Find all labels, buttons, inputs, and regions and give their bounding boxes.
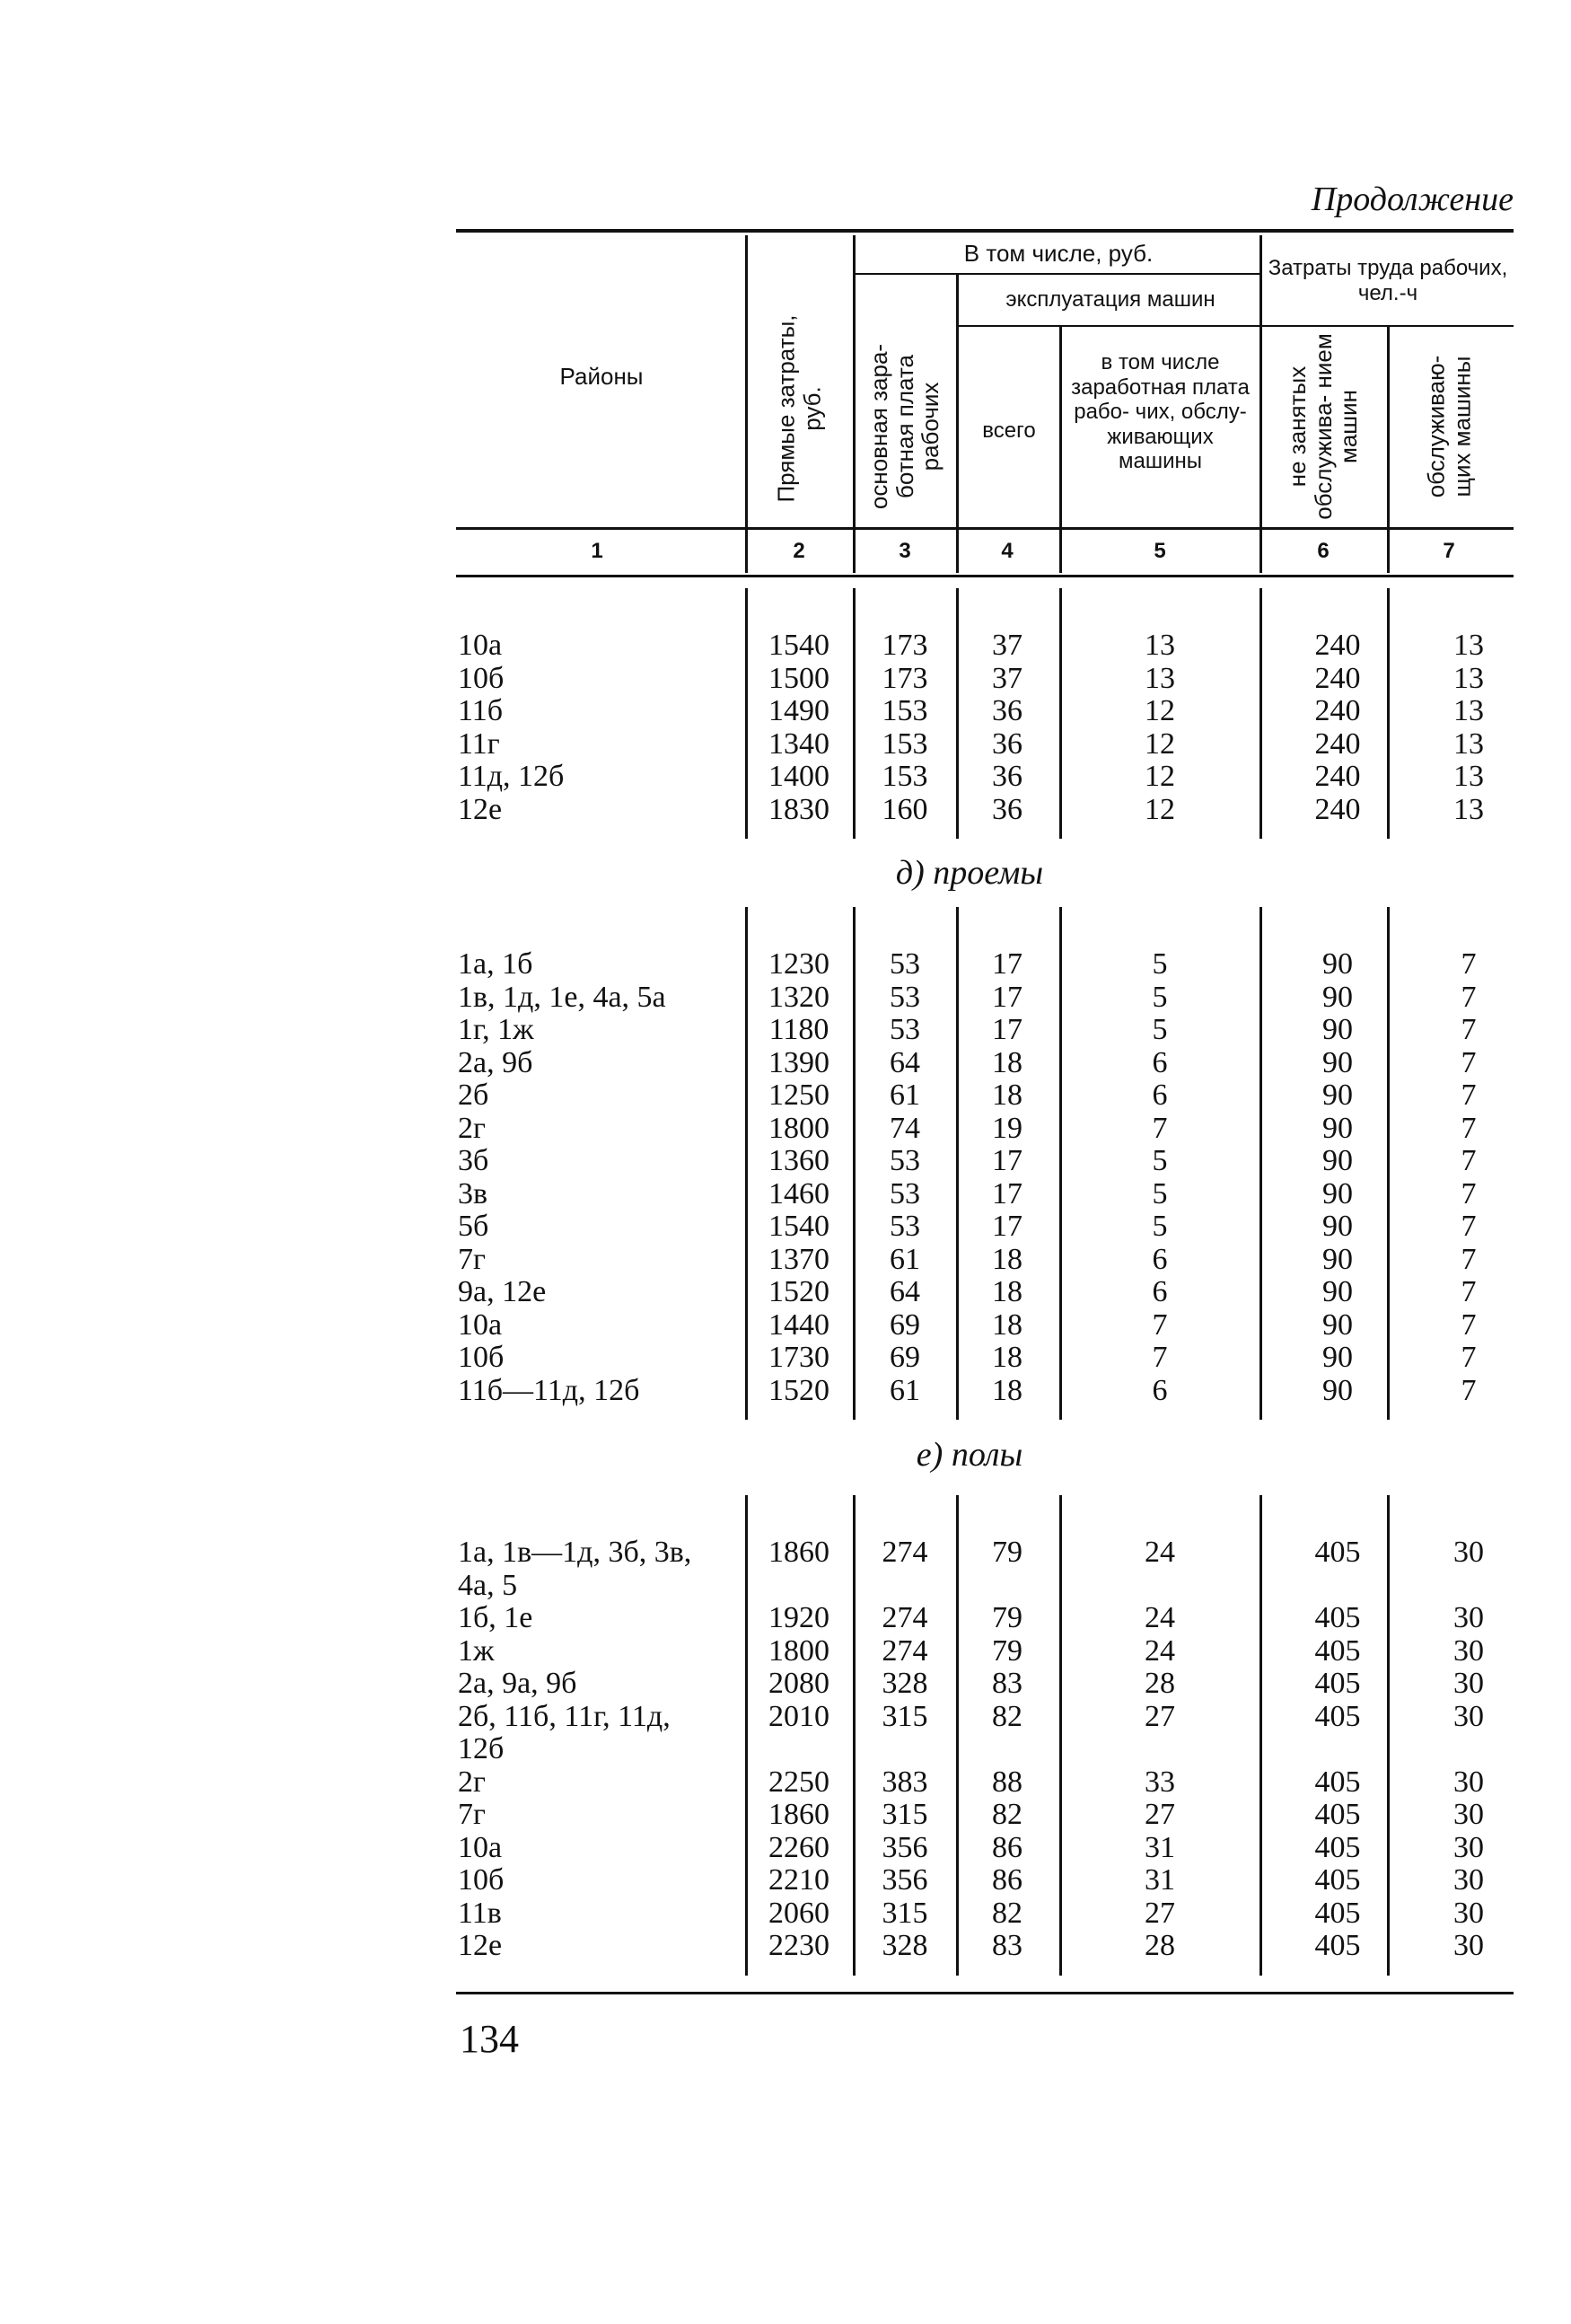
value-cell-c7: 30 bbox=[1453, 1929, 1484, 1962]
value-cell-c2: 1540 bbox=[768, 1210, 829, 1243]
value-cell-c7: 30 bbox=[1453, 1667, 1484, 1700]
value-cell-c5: 6 bbox=[1152, 1373, 1168, 1407]
value-cell-c7: 13 bbox=[1453, 792, 1484, 826]
district-cell: 9а, 12е bbox=[458, 1275, 547, 1308]
value-cell-c7: 30 bbox=[1453, 1830, 1484, 1864]
value-cell-c6: 90 bbox=[1322, 1111, 1353, 1145]
header-bottom-rule bbox=[456, 527, 1514, 530]
district-cell: 2г bbox=[458, 1765, 486, 1799]
num-vline bbox=[956, 537, 959, 573]
column-number: 6 bbox=[1317, 539, 1330, 563]
value-cell-c3: 328 bbox=[882, 1667, 928, 1700]
value-cell-c5: 24 bbox=[1145, 1601, 1175, 1634]
value-cell-c7: 7 bbox=[1461, 1373, 1477, 1407]
districts-header: Районы bbox=[559, 363, 644, 390]
value-cell-c5: 6 bbox=[1152, 1242, 1168, 1276]
value-cell-c6: 240 bbox=[1314, 629, 1361, 662]
value-cell-c5: 7 bbox=[1152, 1111, 1168, 1145]
value-cell-c6: 405 bbox=[1314, 1667, 1361, 1700]
value-cell-c7: 13 bbox=[1453, 726, 1484, 761]
value-cell-c7: 30 bbox=[1453, 1896, 1484, 1930]
value-cell-c6: 90 bbox=[1322, 1176, 1353, 1210]
value-cell-c3: 356 bbox=[882, 1830, 928, 1864]
machine-operation-header: эксплуатация машин bbox=[1005, 287, 1216, 312]
value-cell-c7: 30 bbox=[1453, 1765, 1484, 1799]
district-cell: 10б bbox=[458, 661, 505, 695]
value-cell-c7: 13 bbox=[1453, 629, 1484, 662]
value-cell-c4: 18 bbox=[992, 1307, 1022, 1342]
value-cell-c7: 30 bbox=[1453, 1536, 1484, 1569]
value-cell-c2: 2250 bbox=[768, 1765, 829, 1799]
value-cell-c4: 17 bbox=[992, 1144, 1022, 1177]
value-cell-c4: 18 bbox=[992, 1242, 1022, 1276]
value-cell-c5: 5 bbox=[1152, 1013, 1168, 1046]
num-vline bbox=[1059, 537, 1062, 573]
district-cell: 10а bbox=[458, 1307, 503, 1342]
value-cell-c4: 18 bbox=[992, 1078, 1022, 1112]
value-cell-c6: 405 bbox=[1314, 1896, 1361, 1930]
value-cell-c3: 64 bbox=[890, 1275, 920, 1308]
value-cell-c6: 90 bbox=[1322, 1144, 1353, 1177]
continuation-label: Продолжение bbox=[1311, 180, 1514, 218]
value-cell-c5: 12 bbox=[1145, 792, 1175, 826]
value-cell-c2: 2060 bbox=[768, 1896, 829, 1930]
column-divider bbox=[1259, 907, 1262, 1420]
value-cell-c3: 274 bbox=[882, 1601, 928, 1634]
value-cell-c6: 90 bbox=[1322, 1275, 1353, 1308]
value-cell-c2: 1500 bbox=[768, 661, 829, 695]
value-cell-c5: 28 bbox=[1145, 1929, 1175, 1962]
value-cell-c3: 53 bbox=[890, 1176, 920, 1210]
value-cell-c6: 405 bbox=[1314, 1536, 1361, 1569]
value-cell-c4: 88 bbox=[992, 1765, 1022, 1799]
value-cell-c2: 2080 bbox=[768, 1667, 829, 1700]
district-cell: 1а, 1в—1д, 3б, 3в, bbox=[458, 1536, 692, 1569]
district-cell: 4а, 5 bbox=[458, 1568, 518, 1602]
value-cell-c4: 82 bbox=[992, 1699, 1022, 1733]
district-cell: 2а, 9а, 9б bbox=[458, 1667, 577, 1700]
value-cell-c3: 274 bbox=[882, 1536, 928, 1569]
value-cell-c6: 240 bbox=[1314, 726, 1361, 761]
value-cell-c7: 7 bbox=[1461, 1275, 1477, 1308]
district-cell: 5б bbox=[458, 1210, 489, 1243]
value-cell-c7: 7 bbox=[1461, 947, 1477, 981]
value-cell-c5: 5 bbox=[1152, 1210, 1168, 1243]
column-divider bbox=[1259, 588, 1262, 839]
value-cell-c6: 90 bbox=[1322, 1373, 1353, 1407]
value-cell-c5: 27 bbox=[1145, 1798, 1175, 1831]
value-cell-c6: 240 bbox=[1314, 694, 1361, 727]
value-cell-c4: 82 bbox=[992, 1896, 1022, 1930]
header-top-rule bbox=[456, 229, 1514, 233]
column-number: 7 bbox=[1443, 539, 1455, 563]
value-cell-c2: 1540 bbox=[768, 629, 829, 662]
value-cell-c3: 315 bbox=[882, 1798, 928, 1831]
district-cell: 7г bbox=[458, 1798, 486, 1831]
value-cell-c3: 383 bbox=[882, 1765, 928, 1799]
value-cell-c2: 1230 bbox=[768, 947, 829, 981]
value-cell-c6: 405 bbox=[1314, 1601, 1361, 1634]
value-cell-c7: 7 bbox=[1461, 980, 1477, 1014]
value-cell-c2: 1520 bbox=[768, 1275, 829, 1308]
value-cell-c3: 315 bbox=[882, 1896, 928, 1930]
value-cell-c2: 1520 bbox=[768, 1373, 829, 1407]
value-cell-c2: 1320 bbox=[768, 980, 829, 1014]
value-cell-c2: 1730 bbox=[768, 1341, 829, 1374]
value-cell-c7: 7 bbox=[1461, 1210, 1477, 1243]
value-cell-c3: 153 bbox=[882, 726, 928, 761]
value-cell-c2: 1440 bbox=[768, 1307, 829, 1342]
value-cell-c5: 24 bbox=[1145, 1536, 1175, 1569]
value-cell-c7: 7 bbox=[1461, 1144, 1477, 1177]
value-cell-c5: 6 bbox=[1152, 1045, 1168, 1079]
value-cell-c2: 1920 bbox=[768, 1601, 829, 1634]
value-cell-c3: 53 bbox=[890, 980, 920, 1014]
value-cell-c6: 90 bbox=[1322, 1045, 1353, 1079]
value-cell-c7: 13 bbox=[1453, 661, 1484, 695]
district-cell: 11г bbox=[458, 726, 500, 761]
value-cell-c3: 153 bbox=[882, 760, 928, 793]
value-cell-c3: 69 bbox=[890, 1307, 920, 1342]
column-number: 5 bbox=[1154, 539, 1166, 563]
value-cell-c7: 7 bbox=[1461, 1242, 1477, 1276]
value-cell-c6: 90 bbox=[1322, 1078, 1353, 1112]
value-cell-c5: 5 bbox=[1152, 947, 1168, 981]
district-cell: 11д, 12б bbox=[458, 760, 565, 793]
value-cell-c6: 90 bbox=[1322, 1013, 1353, 1046]
value-cell-c6: 90 bbox=[1322, 1210, 1353, 1243]
value-cell-c4: 86 bbox=[992, 1830, 1022, 1864]
district-cell: 3в bbox=[458, 1176, 488, 1210]
value-cell-c4: 79 bbox=[992, 1633, 1022, 1668]
section-title: д) проемы bbox=[895, 854, 1044, 892]
value-cell-c3: 61 bbox=[890, 1078, 920, 1112]
value-cell-c6: 90 bbox=[1322, 1341, 1353, 1374]
value-cell-c4: 79 bbox=[992, 1536, 1022, 1569]
value-cell-c7: 13 bbox=[1453, 694, 1484, 727]
value-cell-c2: 1370 bbox=[768, 1242, 829, 1276]
value-cell-c3: 160 bbox=[882, 792, 928, 826]
district-cell: 1ж bbox=[458, 1633, 495, 1668]
value-cell-c4: 17 bbox=[992, 1210, 1022, 1243]
value-cell-c4: 79 bbox=[992, 1601, 1022, 1634]
value-cell-c7: 30 bbox=[1453, 1601, 1484, 1634]
value-cell-c6: 240 bbox=[1314, 792, 1361, 826]
num-vline bbox=[745, 537, 748, 573]
district-cell: 11б bbox=[458, 694, 504, 727]
value-cell-c5: 31 bbox=[1145, 1863, 1175, 1897]
district-cell: 11в bbox=[458, 1896, 502, 1930]
district-cell: 12е bbox=[458, 1929, 503, 1962]
value-cell-c6: 90 bbox=[1322, 980, 1353, 1014]
district-cell: 3б bbox=[458, 1144, 489, 1177]
district-cell: 1г, 1ж bbox=[458, 1013, 534, 1046]
column-number: 2 bbox=[793, 539, 805, 563]
header-vline-6 bbox=[1387, 327, 1390, 573]
value-cell-c3: 61 bbox=[890, 1242, 920, 1276]
header-vline-1 bbox=[745, 235, 748, 573]
value-cell-c5: 7 bbox=[1152, 1307, 1168, 1342]
value-cell-c6: 90 bbox=[1322, 1242, 1353, 1276]
value-cell-c4: 17 bbox=[992, 1013, 1022, 1046]
value-cell-c2: 1860 bbox=[768, 1798, 829, 1831]
value-cell-c5: 7 bbox=[1152, 1341, 1168, 1374]
value-cell-c3: 356 bbox=[882, 1863, 928, 1897]
value-cell-c6: 405 bbox=[1314, 1798, 1361, 1831]
value-cell-c3: 173 bbox=[882, 661, 928, 695]
value-cell-c7: 30 bbox=[1453, 1863, 1484, 1897]
value-cell-c2: 2010 bbox=[768, 1699, 829, 1733]
district-cell: 2б, 11б, 11г, 11д, bbox=[458, 1699, 671, 1733]
district-cell: 11б—11д, 12б bbox=[458, 1373, 640, 1407]
value-cell-c5: 5 bbox=[1152, 1176, 1168, 1210]
value-cell-c7: 7 bbox=[1461, 1176, 1477, 1210]
value-cell-c3: 315 bbox=[882, 1699, 928, 1733]
value-cell-c5: 27 bbox=[1145, 1699, 1175, 1733]
value-cell-c5: 24 bbox=[1145, 1633, 1175, 1668]
value-cell-c2: 2230 bbox=[768, 1929, 829, 1962]
value-cell-c3: 173 bbox=[882, 629, 928, 662]
num-vline bbox=[853, 537, 856, 573]
value-cell-c6: 405 bbox=[1314, 1633, 1361, 1668]
value-cell-c2: 1400 bbox=[768, 760, 829, 793]
table-bottom-rule bbox=[456, 1992, 1514, 1994]
district-cell: 2а, 9б bbox=[458, 1045, 533, 1079]
value-cell-c6: 405 bbox=[1314, 1765, 1361, 1799]
value-cell-c3: 53 bbox=[890, 1013, 920, 1046]
value-cell-c4: 18 bbox=[992, 1341, 1022, 1374]
value-cell-c3: 61 bbox=[890, 1373, 920, 1407]
value-cell-c5: 6 bbox=[1152, 1078, 1168, 1112]
district-cell: 10а bbox=[458, 1830, 503, 1864]
value-cell-c4: 36 bbox=[992, 726, 1022, 761]
value-cell-c3: 53 bbox=[890, 1144, 920, 1177]
value-cell-c2: 1830 bbox=[768, 792, 829, 826]
district-cell: 10б bbox=[458, 1863, 505, 1897]
value-cell-c6: 240 bbox=[1314, 661, 1361, 695]
value-cell-c6: 405 bbox=[1314, 1830, 1361, 1864]
district-cell: 12е bbox=[458, 792, 503, 826]
value-cell-c4: 83 bbox=[992, 1667, 1022, 1700]
base-wage-header: основная зара- ботная плата рабочих bbox=[865, 343, 944, 510]
district-cell: 1б, 1е bbox=[458, 1601, 533, 1634]
value-cell-c4: 17 bbox=[992, 980, 1022, 1014]
column-number: 1 bbox=[591, 539, 603, 563]
not-servicing-header: не занятых обслужива- нием машин bbox=[1284, 333, 1363, 520]
including-header: В том числе, руб. bbox=[963, 240, 1154, 267]
value-cell-c4: 36 bbox=[992, 694, 1022, 727]
value-cell-c7: 7 bbox=[1461, 1111, 1477, 1145]
value-cell-c2: 1250 bbox=[768, 1078, 829, 1112]
value-cell-c4: 18 bbox=[992, 1373, 1022, 1407]
value-cell-c6: 405 bbox=[1314, 1863, 1361, 1897]
value-cell-c5: 12 bbox=[1145, 760, 1175, 793]
district-cell: 12б bbox=[458, 1732, 505, 1765]
column-number-rule bbox=[456, 575, 1514, 577]
value-cell-c5: 5 bbox=[1152, 1144, 1168, 1177]
value-cell-c3: 53 bbox=[890, 947, 920, 981]
value-cell-c3: 69 bbox=[890, 1341, 920, 1374]
num-vline bbox=[1259, 537, 1262, 573]
value-cell-c3: 153 bbox=[882, 694, 928, 727]
value-cell-c7: 30 bbox=[1453, 1699, 1484, 1733]
district-cell: 10б bbox=[458, 1341, 505, 1374]
value-cell-c5: 27 bbox=[1145, 1896, 1175, 1930]
value-cell-c7: 7 bbox=[1461, 1307, 1477, 1342]
value-cell-c2: 1180 bbox=[768, 1013, 829, 1046]
value-cell-c7: 30 bbox=[1453, 1798, 1484, 1831]
value-cell-c4: 17 bbox=[992, 1176, 1022, 1210]
header-vline-5 bbox=[1259, 235, 1262, 573]
value-cell-c2: 1360 bbox=[768, 1144, 829, 1177]
num-vline bbox=[1387, 537, 1390, 573]
value-cell-c7: 30 bbox=[1453, 1633, 1484, 1668]
value-cell-c2: 2210 bbox=[768, 1863, 829, 1897]
value-cell-c6: 90 bbox=[1322, 947, 1353, 981]
section-title: е) полы bbox=[916, 1436, 1023, 1474]
servicing-header: обслуживаю- щих машины bbox=[1422, 355, 1475, 498]
value-cell-c5: 12 bbox=[1145, 694, 1175, 727]
value-cell-c3: 64 bbox=[890, 1045, 920, 1079]
value-cell-c6: 405 bbox=[1314, 1699, 1361, 1733]
value-cell-c2: 1860 bbox=[768, 1536, 829, 1569]
value-cell-c3: 274 bbox=[882, 1633, 928, 1668]
value-cell-c2: 1490 bbox=[768, 694, 829, 727]
value-cell-c7: 7 bbox=[1461, 1013, 1477, 1046]
value-cell-c2: 1340 bbox=[768, 726, 829, 761]
machine-wage-header: в том числе заработная плата рабо- чих, обслу- живающих машины bbox=[1071, 350, 1250, 474]
value-cell-c5: 28 bbox=[1145, 1667, 1175, 1700]
value-cell-c4: 37 bbox=[992, 661, 1022, 695]
district-cell: 2б bbox=[458, 1078, 489, 1112]
value-cell-c6: 90 bbox=[1322, 1307, 1353, 1342]
district-cell: 2г bbox=[458, 1111, 486, 1145]
value-cell-c5: 13 bbox=[1145, 661, 1175, 695]
value-cell-c4: 18 bbox=[992, 1045, 1022, 1079]
value-cell-c7: 7 bbox=[1461, 1078, 1477, 1112]
total-header: всего bbox=[982, 418, 1036, 443]
page-number: 134 bbox=[460, 2017, 519, 2061]
value-cell-c3: 53 bbox=[890, 1210, 920, 1243]
value-cell-c5: 6 bbox=[1152, 1275, 1168, 1308]
machine-rule bbox=[959, 325, 1262, 327]
column-number: 3 bbox=[899, 539, 911, 563]
value-cell-c2: 2260 bbox=[768, 1830, 829, 1864]
value-cell-c4: 83 bbox=[992, 1929, 1022, 1962]
value-cell-c2: 1460 bbox=[768, 1176, 829, 1210]
value-cell-c5: 13 bbox=[1145, 629, 1175, 662]
value-cell-c4: 19 bbox=[992, 1111, 1022, 1145]
district-cell: 1а, 1б bbox=[458, 947, 533, 981]
district-cell: 7г bbox=[458, 1242, 486, 1276]
district-cell: 10а bbox=[458, 629, 503, 662]
value-cell-c5: 31 bbox=[1145, 1830, 1175, 1864]
labor-costs-header: Затраты труда рабочих, чел.-ч bbox=[1268, 256, 1508, 305]
column-number: 4 bbox=[1001, 539, 1014, 563]
value-cell-c4: 17 bbox=[992, 947, 1022, 981]
value-cell-c7: 7 bbox=[1461, 1341, 1477, 1374]
value-cell-c3: 328 bbox=[882, 1929, 928, 1962]
value-cell-c5: 12 bbox=[1145, 726, 1175, 761]
value-cell-c4: 86 bbox=[992, 1863, 1022, 1897]
value-cell-c6: 405 bbox=[1314, 1929, 1361, 1962]
value-cell-c4: 36 bbox=[992, 760, 1022, 793]
value-cell-c2: 1800 bbox=[768, 1633, 829, 1668]
value-cell-c4: 18 bbox=[992, 1275, 1022, 1308]
value-cell-c4: 82 bbox=[992, 1798, 1022, 1831]
column-divider bbox=[1259, 1495, 1262, 1976]
value-cell-c4: 36 bbox=[992, 792, 1022, 826]
header-vline-4 bbox=[1059, 327, 1062, 573]
district-cell: 1в, 1д, 1е, 4а, 5а bbox=[458, 980, 666, 1014]
including-rule bbox=[856, 273, 1262, 275]
value-cell-c5: 33 bbox=[1145, 1765, 1175, 1799]
value-cell-c4: 37 bbox=[992, 629, 1022, 662]
value-cell-c7: 13 bbox=[1453, 760, 1484, 793]
value-cell-c6: 240 bbox=[1314, 760, 1361, 793]
header-vline-2 bbox=[853, 235, 856, 573]
direct-costs-header: Прямые затраты, руб. bbox=[772, 314, 825, 503]
value-cell-c7: 7 bbox=[1461, 1045, 1477, 1079]
value-cell-c2: 1390 bbox=[768, 1045, 829, 1079]
value-cell-c5: 5 bbox=[1152, 980, 1168, 1014]
value-cell-c2: 1800 bbox=[768, 1111, 829, 1145]
value-cell-c3: 74 bbox=[890, 1111, 920, 1145]
